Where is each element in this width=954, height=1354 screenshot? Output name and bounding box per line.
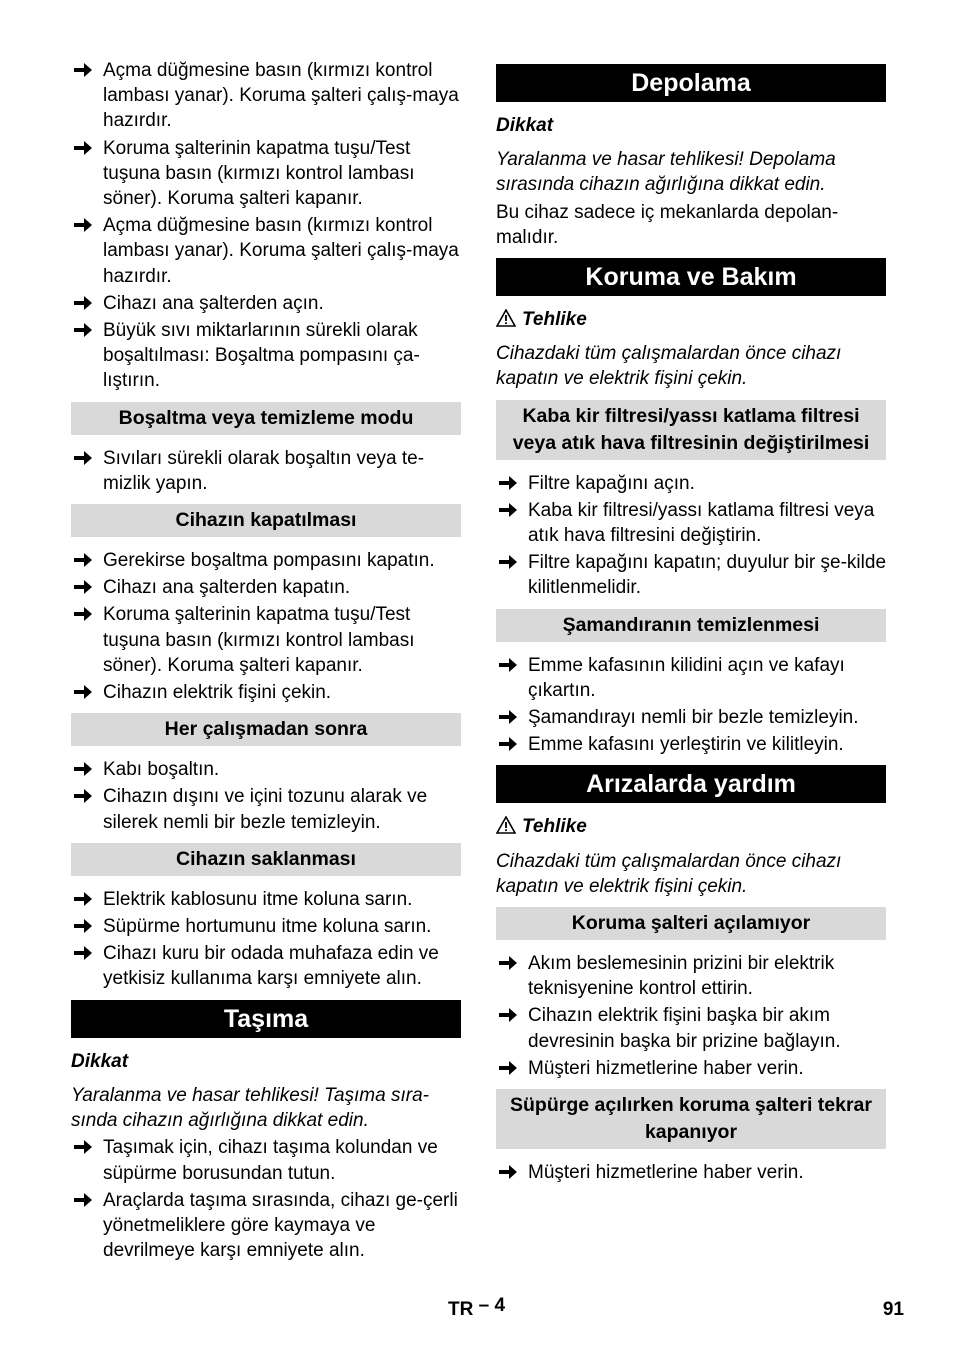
after-use-heading: Her çalışmadan sonra: [71, 713, 461, 746]
arrow-right-icon: [498, 735, 518, 753]
arrow-right-icon: [73, 551, 93, 569]
drain-mode-heading: Boşaltma veya temizleme modu: [71, 402, 461, 435]
right-column: [496, 58, 886, 1187]
transport-list: [71, 1135, 461, 1263]
warning-triangle-icon: [496, 309, 516, 327]
fault-danger-label: [496, 814, 886, 839]
list-item: [71, 680, 461, 705]
drain-mode-list: [71, 446, 461, 496]
storage-heading: Cihazın saklanması: [71, 843, 461, 876]
list-item-text: Cihazı ana şalterden kapatın.: [103, 577, 351, 599]
list-item: [71, 887, 461, 912]
care-heading: Koruma ve Bakım: [496, 258, 886, 296]
list-item-text: Cihazın elektrik fişini çekin.: [103, 682, 332, 704]
list-item: [71, 914, 461, 939]
arrow-right-icon: [73, 760, 93, 778]
reclose-heading: Süpürge açılırken koruma şalteri tekrar kapanıyor: [496, 1089, 886, 1149]
list-item-text: Cihazı ana şalterden açın.: [103, 292, 324, 314]
list-item: [71, 1188, 461, 1264]
arrow-right-icon: [73, 61, 93, 79]
left-column: [71, 58, 461, 1265]
filter-change-heading: Kaba kir filtresi/yassı katlama filtresi veya atık hava filtresinin değiştirilmesi: [496, 400, 886, 460]
list-item: [496, 1056, 886, 1081]
list-item-text: Emme kafasını yerleştirin ve kilitleyin.: [528, 734, 844, 756]
shutdown-list: [71, 548, 461, 705]
list-item: [71, 602, 461, 678]
arrow-right-icon: [498, 501, 518, 519]
list-item-text: Elektrik kablosunu itme koluna sarın.: [103, 888, 413, 910]
arrow-right-icon: [73, 449, 93, 467]
list-item-text: Büyük sıvı miktarlarının sürekli olarak boşaltılması: Boşaltma pompasını ça-lıştırın.: [103, 320, 420, 392]
transport-caution-label: Dikkat: [71, 1050, 129, 1072]
arrow-right-icon: [73, 139, 93, 157]
arrow-right-icon: [498, 1059, 518, 1077]
arrow-right-icon: [73, 890, 93, 908]
footer-section: – 4: [478, 1295, 506, 1316]
list-item: [496, 732, 886, 757]
list-item-text: Müşteri hizmetlerine haber verin.: [528, 1162, 804, 1184]
list-item: [71, 213, 461, 289]
transport-caution-text: Yaralanma ve hasar tehlikesi! Taşıma sıra-sında cihazın ağırlığına dikkat edin.: [71, 1084, 429, 1132]
shutdown-heading: Cihazın kapatılması: [71, 504, 461, 537]
list-item-text: Araçlarda taşıma sırasında, cihazı ge-çerli yönetmeliklere göre kaymaya ve devrilmeye karşı emniyete alın.: [103, 1189, 458, 1262]
arrow-right-icon: [73, 944, 93, 962]
arrow-right-icon: [498, 954, 518, 972]
arrow-right-icon: [498, 1163, 518, 1181]
arrow-right-icon: [73, 683, 93, 701]
intro-list: [71, 58, 461, 394]
list-item-text: Sıvıları sürekli olarak boşaltın veya te-mizlik yapın.: [103, 447, 425, 494]
storage-main-heading: Depolama: [496, 64, 886, 102]
care-danger-label: [496, 307, 886, 332]
page-number: 91: [882, 1299, 904, 1320]
list-item-text: Koruma şalterinin kapatma tuşu/Test tuşuna basın (kırmızı kontrol lambası söner). Koruma şalteri kapanır.: [103, 137, 415, 210]
list-item: [71, 136, 461, 212]
list-item-text: Filtre kapağını açın.: [528, 472, 695, 494]
arrow-right-icon: [498, 553, 518, 571]
list-item-text: Filtre kapağını kapatın; duyulur bir şe-kilde kilitlenmelidir.: [528, 552, 887, 599]
arrow-right-icon: [498, 1006, 518, 1024]
list-item: [496, 1003, 886, 1053]
troubleshooting-heading: Arızalarda yardım: [496, 765, 886, 803]
list-item-text: Kaba kir filtresi/yassı katlama filtresi veya atık hava filtresini değiştirin.: [528, 499, 875, 547]
list-item: [71, 548, 461, 573]
arrow-right-icon: [73, 216, 93, 234]
arrow-right-icon: [73, 1138, 93, 1156]
arrow-right-icon: [73, 321, 93, 339]
list-item-text: Açma düğmesine basın (kırmızı kontrol lambası yanar). Koruma şalteri çalış-maya hazırdır.: [103, 60, 459, 132]
list-item-text: Kabı boşaltın.: [103, 759, 220, 781]
list-item-text: Süpürme hortumunu itme koluna sarın.: [103, 916, 432, 938]
list-item-text: Emme kafasının kilidini açın ve kafayı çıkartın.: [528, 654, 845, 701]
after-use-list: [71, 757, 461, 835]
fault-danger-text: Cihazdaki tüm çalışmalardan önce cihazı kapatın ve elektrik fişini çekin.: [496, 850, 842, 897]
list-item: [496, 471, 886, 496]
footer-section-label: [448, 1297, 505, 1322]
list-item-text: Açma düğmesine basın (kırmızı kontrol lambası yanar). Koruma şalteri çalış-maya hazırdır.: [103, 215, 459, 287]
breaker-list: [496, 951, 886, 1081]
list-item: [496, 1160, 886, 1185]
list-item-text: Gerekirse boşaltma pompasını kapatın.: [103, 550, 435, 572]
list-item: [71, 757, 461, 782]
storage-caution-label: Dikkat: [496, 115, 554, 136]
list-item-text: Cihazın dışını ve içini tozunu alarak ve silerek nemli bir bezle temizleyin.: [103, 786, 428, 833]
list-item: [496, 951, 886, 1001]
care-danger-word: Tehlike: [522, 309, 587, 331]
list-item: [71, 575, 461, 600]
arrow-right-icon: [498, 708, 518, 726]
list-item-text: Akım beslemesinin prizini bir elektrik teknisyenine kontrol ettirin.: [528, 953, 835, 1000]
transport-heading: Taşıma: [71, 1000, 461, 1038]
list-item-text: Şamandırayı nemli bir bezle temizleyin.: [528, 707, 859, 729]
fault-danger-word: Tehlike: [522, 816, 587, 838]
list-item: [496, 653, 886, 703]
footer-lang: TR: [448, 1299, 474, 1320]
warning-triangle-icon: [496, 816, 516, 834]
float-cleaning-heading: Şamandıranın temizlenmesi: [496, 609, 886, 642]
list-item-text: Müşteri hizmetlerine haber verin.: [528, 1057, 804, 1079]
storage-indoor-text: Bu cihaz sadece iç mekanlarda depolan-malıdır.: [496, 201, 839, 248]
list-item-text: Cihazın elektrik fişini başka bir akım devresinin başka bir prizine bağlayın.: [528, 1005, 841, 1052]
arrow-right-icon: [498, 656, 518, 674]
arrow-right-icon: [73, 578, 93, 596]
list-item: [71, 446, 461, 496]
arrow-right-icon: [73, 294, 93, 312]
list-item: [71, 784, 461, 834]
filter-change-list: [496, 471, 886, 601]
arrow-right-icon: [73, 1191, 93, 1209]
list-item: [71, 318, 461, 394]
list-item: [496, 550, 886, 600]
storage-caution-text: Yaralanma ve hasar tehlikesi! Depolama sırasında cihazın ağırlığına dikkat edin.: [496, 149, 836, 196]
care-danger-text: Cihazdaki tüm çalışmalardan önce cihazı kapatın ve elektrik fişini çekin.: [496, 343, 842, 390]
list-item-text: Koruma şalterinin kapatma tuşu/Test tuşuna basın (kırmızı kontrol lambası söner). Koruma şalteri kapanır.: [103, 604, 415, 676]
storage-list: [71, 887, 461, 992]
list-item-text: Cihazı kuru bir odada muhafaza edin ve yetkisiz kullanıma karşı emniyete alın.: [103, 943, 439, 990]
arrow-right-icon: [498, 474, 518, 492]
list-item: [71, 58, 461, 134]
arrow-right-icon: [73, 917, 93, 935]
list-item: [496, 498, 886, 548]
list-item: [71, 941, 461, 991]
arrow-right-icon: [73, 787, 93, 805]
list-item: [71, 291, 461, 316]
list-item-text: Taşımak için, cihazı taşıma kolundan ve süpürme borusundan tutun.: [103, 1137, 438, 1184]
arrow-right-icon: [73, 605, 93, 623]
list-item: [496, 705, 886, 730]
reclose-list: [496, 1160, 886, 1185]
float-cleaning-list: [496, 653, 886, 758]
list-item: [71, 1135, 461, 1185]
breaker-heading: Koruma şalteri açılamıyor: [496, 907, 886, 940]
